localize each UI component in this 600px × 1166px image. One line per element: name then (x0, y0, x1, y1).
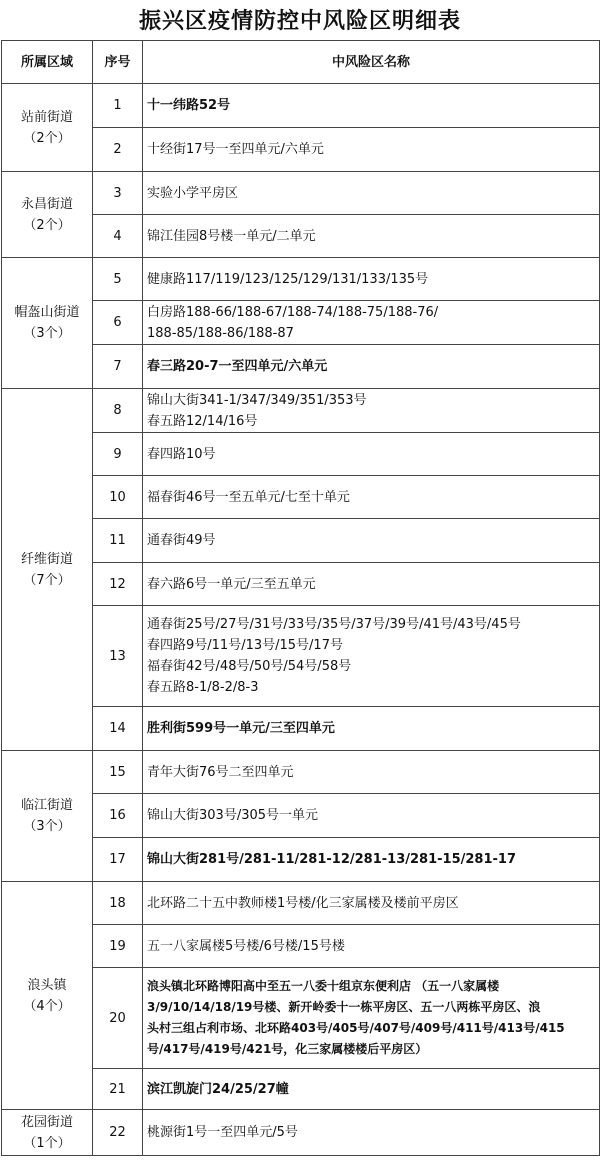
district-count: （7个） (23, 572, 71, 588)
row-number: 18 (93, 882, 143, 925)
area-name: 青年大街76号二至四单元 (143, 751, 600, 794)
table-row (2, 389, 600, 433)
area-name: 健康路117/119/123/125/129/131/133/135号 (143, 258, 600, 301)
table-row (2, 172, 600, 215)
area-name: 锦山大街303号/305号一单元 (143, 794, 600, 838)
district-count: （2个） (23, 130, 71, 146)
district-count: （3个） (23, 819, 71, 834)
district-name: 浪头镇 (27, 977, 67, 993)
row-number: 13 (93, 606, 143, 707)
table-row (2, 751, 600, 794)
area-name: 十一纬路52号 (143, 84, 600, 128)
row-number: 1 (93, 84, 143, 128)
district-count: （2个） (23, 217, 71, 233)
district-count: （1个） (23, 1135, 71, 1151)
district-cell (2, 172, 93, 258)
row-number: 7 (93, 345, 143, 389)
area-name: 胜利街599号一单元/三至四单元 (143, 707, 600, 751)
row-number: 4 (93, 215, 143, 258)
area-name: 锦山大街341-1/347/349/351/353号 春五路12/14/16号 (143, 389, 600, 433)
area-name: 北环路二十五中教师楼1号楼/化三家属楼及楼前平房区 (143, 882, 600, 925)
row-number: 21 (93, 1069, 143, 1110)
area-name: 桃源街1号一至四单元/5号 (143, 1110, 600, 1156)
row-number: 8 (93, 389, 143, 433)
row-number: 12 (93, 563, 143, 606)
area-name: 春三路20-7一至四单元/六单元 (143, 345, 600, 389)
row-number: 9 (93, 433, 143, 476)
table-row (2, 258, 600, 301)
area-name: 通春街49号 (143, 519, 600, 563)
row-number: 16 (93, 794, 143, 838)
district-count: （3个） (23, 326, 71, 341)
row-number: 2 (93, 128, 143, 172)
area-name: 白房路188-66/188-67/188-74/188-75/188-76/ 188-85/188-86/188-87 (143, 301, 600, 345)
district-name: 帽盔山街道 (14, 305, 80, 320)
area-name: 实验小学平房区 (143, 172, 600, 215)
table-header-row (2, 41, 600, 84)
row-number: 14 (93, 707, 143, 751)
header-index: 序号 (93, 41, 143, 84)
district-count: （4个） (23, 998, 71, 1014)
area-name: 福春街46号一至五单元/七至十单元 (143, 476, 600, 519)
district-name: 站前街道 (20, 109, 73, 125)
header-name: 中风险区名称 (143, 41, 600, 84)
district-cell (2, 1110, 93, 1156)
area-name: 春六路6号一单元/三至五单元 (143, 563, 600, 606)
row-number: 15 (93, 751, 143, 794)
risk-area-table (1, 40, 600, 1156)
area-name: 浪头镇北环路博阳高中至五一八委十组京东便利店 （五一八家属楼 3/9/10/14/18/19号楼、新开岭委十一栋平房区、五一八两栋平房区、浪 头村三组占利市场、北环路403号/405号/407号/409号/411号/413号/415 号/417号/419号/421号，化三家属楼楼后平房区） (143, 968, 600, 1069)
area-name: 十经街17号一至四单元/六单元 (143, 128, 600, 172)
district-cell (2, 258, 93, 389)
row-number: 22 (93, 1110, 143, 1156)
area-name: 通春街25号/27号/31号/33号/35号/37号/39号/41号/43号/45号 春四路9号/11号/13号/15号/17号 福春街42号/48号/50号/54号/58号 春五路8-1/8-2/8-3 (143, 606, 600, 707)
area-name: 锦山大街281号/281-11/281-12/281-13/281-15/281-17 (143, 838, 600, 882)
district-name: 临江街道 (20, 798, 73, 813)
row-number: 5 (93, 258, 143, 301)
area-name: 五一八家属楼5号楼/6号楼/15号楼 (143, 925, 600, 968)
table-row (2, 882, 600, 925)
page-title: 振兴区疫情防控中风险区明细表 (138, 8, 461, 34)
district-cell (2, 84, 93, 172)
row-number: 20 (93, 968, 143, 1069)
area-name: 锦江佳园8号楼一单元/二单元 (143, 215, 600, 258)
district-name: 永昌街道 (20, 196, 73, 212)
row-number: 19 (93, 925, 143, 968)
table-row (2, 84, 600, 128)
district-name: 纤维街道 (20, 551, 73, 567)
row-number: 3 (93, 172, 143, 215)
district-name: 花园街道 (20, 1114, 73, 1130)
area-name: 春四路10号 (143, 433, 600, 476)
table-row (2, 1110, 600, 1156)
row-number: 11 (93, 519, 143, 563)
district-cell (2, 751, 93, 882)
row-number: 6 (93, 301, 143, 345)
area-name: 滨江凯旋门24/25/27幢 (143, 1069, 600, 1110)
header-district: 所属区域 (2, 41, 93, 84)
district-cell (2, 389, 93, 751)
row-number: 10 (93, 476, 143, 519)
district-cell (2, 882, 93, 1110)
row-number: 17 (93, 838, 143, 882)
